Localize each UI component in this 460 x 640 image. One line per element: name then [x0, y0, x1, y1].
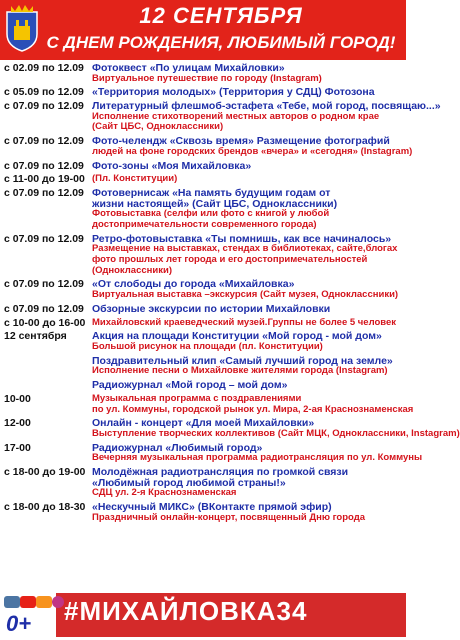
event-details: Вечерняя музыкальная программа радиотрансляция по ул. Коммуны — [92, 452, 423, 464]
event-details: Исполнение стихотворений местных авторов о родном крае — [92, 110, 380, 122]
event-title: Онлайн - концерт «Для моей Михайловки» — [92, 417, 315, 430]
event-details: (Одноклассники) — [92, 264, 172, 276]
event-details: достопримечательности современного города) — [92, 218, 317, 230]
event-title: Молодёжная радиотрансляция по громкой связи — [92, 466, 349, 479]
event-title: Фотоквест «По улицам Михайловки» — [92, 62, 285, 74]
schedule-date: с 10-00 до 16-00 — [4, 316, 86, 329]
event-title: Литературный флешмоб-эстафета «Тебе, мой город, посвящаю...» — [92, 100, 441, 113]
event-title: «Нескучный МИКС» (ВКонтакте прямой эфир) — [92, 501, 332, 514]
event-title: Радиожурнал «Любимый город» — [92, 441, 263, 454]
event-title: Фото-челендж «Сквозь время» Размещение фотографий — [92, 135, 390, 148]
coat-of-arms-icon — [5, 4, 39, 52]
event-details: Размещение на выставках, стендах в библиотеках, сайте,блогах — [92, 243, 398, 255]
event-title: Фото-зоны «Моя Михайловка» — [92, 159, 252, 172]
event-details: фото прошлых лет города и его достопримечательностей — [92, 253, 368, 265]
event-details: Выступление творческих коллективов (Сайт МЦК, Одноклассники, Instagram) — [92, 427, 460, 439]
schedule-date: с 07.09 по 12.09 — [4, 232, 84, 245]
schedule-date: 12 сентября — [4, 330, 67, 343]
event-details: (Пл. Конституции) — [92, 173, 178, 185]
event-title: жизни настоящей» (Сайт ЦБС, Одноклассники) — [92, 197, 338, 210]
event-title: «Территория молодых» (Территория у СДЦ) Фотозона — [92, 86, 375, 99]
event-title: «Любимый город любимой страны!» — [92, 476, 286, 489]
schedule-date: с 07.09 по 12.09 — [4, 187, 84, 200]
instagram-icon[interactable] — [52, 596, 64, 608]
event-details: Фотовыставка (селфи или фото с книгой у любой — [92, 208, 330, 220]
event-title: Акция на площади Конституции «Мой город - мой дом» — [92, 330, 382, 343]
hashtag-text: #МИХАЙЛОВКА34 — [64, 596, 308, 626]
event-details: Михайловский краеведческий музей.Группы не более 5 человек — [92, 316, 397, 328]
ok-icon[interactable] — [36, 596, 52, 608]
schedule-date: с 07.09 по 12.09 — [4, 135, 84, 148]
vk-icon[interactable] — [4, 596, 20, 608]
schedule-date: 12-00 — [4, 417, 31, 430]
event-details: людей на фоне городских брендов «вчера» и «сегодня» (Instagram) — [92, 145, 413, 157]
event-details: Исполнение песни о Михайловке жителями города (Instagram) — [92, 365, 388, 377]
event-title: Фотовернисаж «На память будущим годам от — [92, 187, 331, 200]
event-title: Радиожурнал «Мой город – мой дом» — [92, 379, 288, 392]
event-details: (Сайт ЦБС, Одноклассники) — [92, 121, 224, 133]
schedule-date: с 02.09 по 12.09 — [4, 62, 84, 74]
schedule-date: с 07.09 по 12.09 — [4, 159, 84, 172]
event-title: «От слободы до города «Михайловка» — [92, 278, 295, 291]
schedule-date: с 07.09 по 12.09 — [4, 302, 84, 315]
page-subtitle: С ДНЕМ РОЖДЕНИЯ, ЛЮБИМЫЙ ГОРОД! — [46, 33, 396, 52]
event-details: по ул. Коммуны, городской рынок ул. Мира, 2-ая Краснознаменская — [92, 403, 414, 415]
event-details: СДЦ ул. 2-я Краснознаменская — [92, 487, 237, 499]
event-details: Большой рисунок на площади (пл. Конституции) — [92, 340, 323, 352]
event-details: Музыкальная программа с поздравлениями — [92, 393, 302, 404]
event-details: Виртуальное путешествие по городу (Instagram) — [92, 72, 322, 84]
event-title: Обзорные экскурсии по истории Михайловки — [92, 302, 331, 315]
schedule-date: с 11-00 до 19-00 — [4, 173, 85, 186]
schedule-date: с 07.09 по 12.09 — [4, 278, 84, 291]
event-title: Ретро-фотовыставка «Ты помнишь, как все начиналось» — [92, 232, 392, 245]
event-title: Поздравительный клип «Самый лучший город на земле» — [92, 354, 393, 367]
event-details: Праздничный онлайн-концерт, посвященный Дню города — [92, 511, 366, 523]
schedule-date: с 07.09 по 12.09 — [4, 100, 84, 113]
youtube-icon[interactable] — [20, 596, 36, 608]
page-title: 12 СЕНТЯБРЯ — [139, 3, 303, 28]
schedule-date: с 05.09 по 12.09 — [4, 86, 84, 99]
schedule-date: с 18-00 до 19-00 — [4, 466, 86, 479]
schedule-date: с 18-00 до 18-30 — [4, 501, 86, 514]
age-rating: 0+ — [6, 611, 32, 636]
schedule-date: 17-00 — [4, 441, 31, 454]
event-details: Виртуальная выставка –экскурсия (Сайт музея, Одноклассники) — [92, 288, 399, 300]
header-banner — [0, 0, 406, 60]
schedule-date: 10-00 — [4, 393, 31, 405]
